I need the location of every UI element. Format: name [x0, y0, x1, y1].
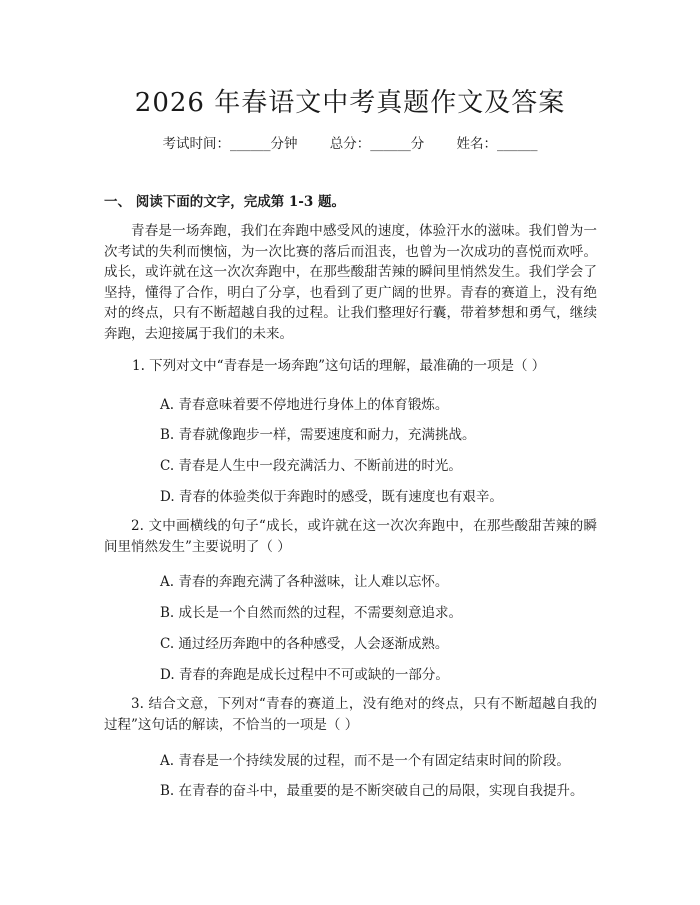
- question-3-stem: 3. 结合文意，下列对“青春的赛道上，没有绝对的终点，只有不断超越自我的过程”这句话的解读，不恰当的一项是（ ）: [104, 696, 597, 733]
- question-2-option-b: B. 成长是一个自然而然的过程，不需要刻意追求。: [160, 605, 463, 621]
- question-2-option-a: A. 青春的奔跑充满了各种滋味，让人难以忘怀。: [160, 574, 449, 590]
- question-1-option-d: D. 青春的体验类似于奔跑时的感受，既有速度也有艰辛。: [160, 489, 503, 505]
- question-2-option-d: D. 青春的奔跑是成长过程中不可或缺的一部分。: [160, 667, 449, 683]
- question-1-option-b: B. 青春就像跑步一样，需要速度和耐力，充满挑战。: [160, 427, 476, 443]
- question-2-option-c: C. 通过经历奔跑中的各种感受，人会逐渐成熟。: [160, 636, 449, 652]
- page-title: 2026 年春语文中考真题作文及答案: [134, 88, 566, 118]
- question-3-option-a: A. 青春是一个持续发展的过程，而不是一个有固定结束时间的阶段。: [160, 753, 570, 769]
- question-1-option-a: A. 青春意味着要不停地进行身体上的体育锻炼。: [160, 397, 449, 413]
- question-2-stem: 2. 文中画横线的句子“成长，或许就在这一次次奔跑中，在那些酸甜苦辣的瞬间里悄然发生”主要说明了（ ）: [104, 518, 597, 555]
- student-name-field: 姓名：______: [456, 136, 538, 152]
- section-heading: 一、 阅读下面的文字，完成第 1-3 题。: [104, 194, 345, 210]
- reading-passage: 青春是一场奔跑，我们在奔跑中感受风的速度，体验汗水的滋味。我们曾为一次考试的失利而懊恼，为一次比赛的落后而沮丧，也曾为一次成功的喜悦而欢呼。成长，或许就在这一次次奔跑中，在那些酸甜苦辣的瞬间里悄然发生。我们学会了坚持，懂得了合作，明白了分享，也看到了更广阔的世界。青春的赛道上，没有绝对的终点，只有不断超越自我的过程。让我们整理好行囊，带着梦想和勇气，继续奔跑，去迎接属于我们的未来。: [104, 223, 597, 342]
- question-1-stem: 1. 下列对文中“青春是一场奔跑”这句话的理解，最准确的一项是（ ）: [132, 358, 546, 374]
- question-3-option-b: B. 在青春的奋斗中，最重要的是不断突破自己的局限，实现自我提升。: [160, 783, 584, 799]
- exam-time-field: 考试时间：______分钟: [162, 136, 298, 152]
- question-1-option-c: C. 青春是人生中一段充满活力、不断前进的时光。: [160, 458, 462, 474]
- exam-info-row: [0, 132, 700, 152]
- total-score-field: 总分：______分: [329, 136, 425, 152]
